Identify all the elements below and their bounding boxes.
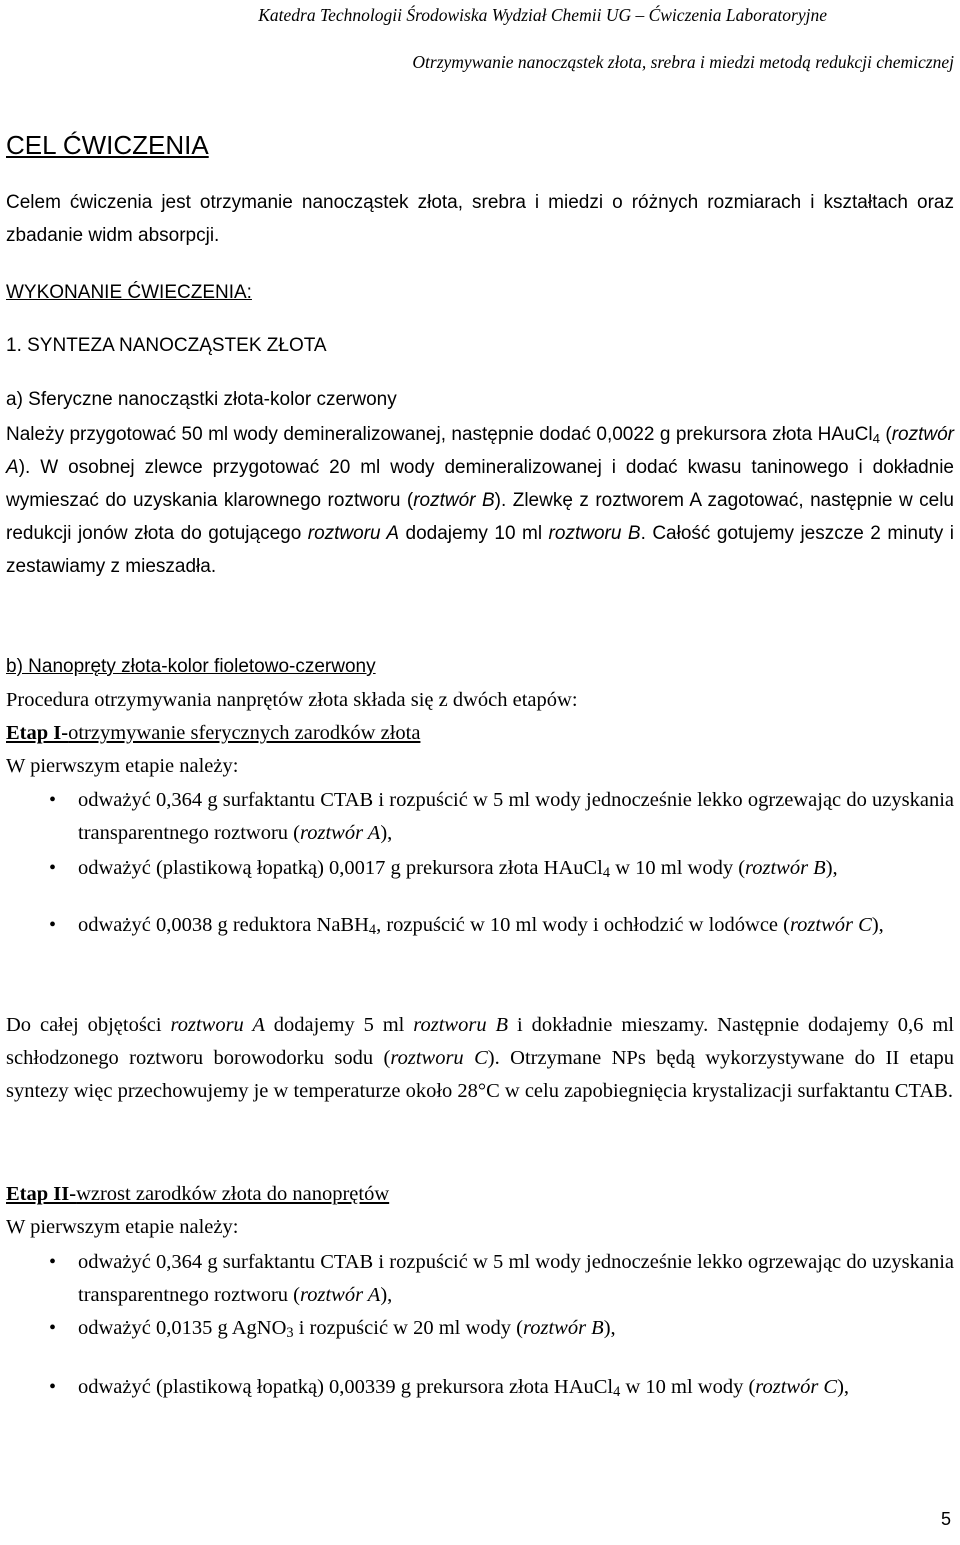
etap-1-paragraph: Do całej objętości roztworu A dodajemy 5 ml roztworu B i dokładnie mieszamy. Następnie dodajemy 0,6 ml schłodzonego roztworu borowodorku sodu (roztworu C). Otrzymane NPs będą wykorzystywane do II etapu syntezy więc przechowujemy je w temperaturze około 28°C w celu zapobiegnięcia krystalizacji surfaktantu CTAB.: [6, 1014, 955, 1102]
list-item: • odważyć 0,0135 g AgNO$_3$ i rozpuścić w 20 ml wody (roztwór B),: [6, 1312, 954, 1345]
part-a-title: a) Sferyczne nanocząstki złota-kolor czerwony: [6, 389, 397, 410]
part-b-title: b) Nanopręty złota-kolor fioletowo-czerwony: [6, 656, 376, 677]
page-number: 5: [940, 1509, 951, 1529]
list-item: • odważyć 0,0038 g reduktora NaBH$_4$, rozpuścić w 10 ml wody i ochłodzić w lodówce (roztwór C),: [6, 909, 954, 942]
etap-1-list: [6, 784, 954, 942]
list-item: • odważyć (plastikową łopatką) 0,0017 g prekursora złota HAuCl$_4$ w 10 ml wody (roztwór B),: [6, 852, 954, 885]
cel-text: Celem ćwiczenia jest otrzymanie nanocząstek złota, srebra i miedzi o różnych rozmiarach i kształtach oraz zbadanie widm absorpcji.: [6, 192, 954, 246]
header-line-1: Katedra Technologii Środowiska Wydział Chemii UG – Ćwiczenia Laboratoryjne: [258, 5, 827, 25]
etap-1-step-intro: W pierwszym etapie należy:: [6, 755, 239, 777]
list-item: • odważyć 0,364 g surfaktantu CTAB i rozpuścić w 5 ml wody jednocześnie lekko ogrzewając do uzyskania transparentnego roztworu (roztwór A),: [6, 784, 954, 850]
wykonanie-title: WYKONANIE ĆWIECZENIA:: [6, 282, 252, 303]
list-item: • odważyć 0,364 g surfaktantu CTAB i rozpuścić w 5 ml wody jednocześnie lekko ogrzewając do uzyskania transparentnego roztworu (roztwór A),: [6, 1246, 954, 1312]
etap-1-heading: Etap I-otrzymywanie sferycznych zarodków złota: [6, 722, 421, 744]
etap-2-list: [6, 1246, 954, 1404]
section-1-title: 1. SYNTEZA NANOCZĄSTEK ZŁOTA: [6, 335, 327, 356]
cel-title: CEL ĆWICZENIA: [6, 130, 209, 160]
etap-2-heading: Etap II-wzrost zarodków złota do nanoprętów: [6, 1183, 390, 1205]
etap-2-step-intro: W pierwszym etapie należy:: [6, 1216, 239, 1238]
header-line-2: Otrzymywanie nanocząstek złota, srebra i miedzi metodą redukcji chemicznej: [412, 52, 954, 72]
part-b-intro: Procedura otrzymywania nanprętów złota składa się z dwóch etapów:: [6, 689, 578, 711]
list-item: • odważyć (plastikową łopatką) 0,00339 g prekursora złota HAuCl$_4$ w 10 ml wody (roztwór C),: [6, 1371, 954, 1404]
part-a-paragraph: Należy przygotować 50 ml wody demineralizowanej, następnie dodać 0,0022 g prekursora złota HAuCl$_4$ (roztwór A). W osobnej zlewce przygotować 20 ml wody demineralizowanej i dodać kwasu taninowego i dokładnie wymieszać do uzyskania klarownego roztworu (roztwór B). Zlewkę z roztworem A zagotować, następnie w celu redukcji jonów złota do gotującego roztworu A dodajemy 10 ml roztworu B. Całość gotujemy jeszcze 2 minuty i zestawiamy z mieszadła.: [6, 424, 955, 577]
